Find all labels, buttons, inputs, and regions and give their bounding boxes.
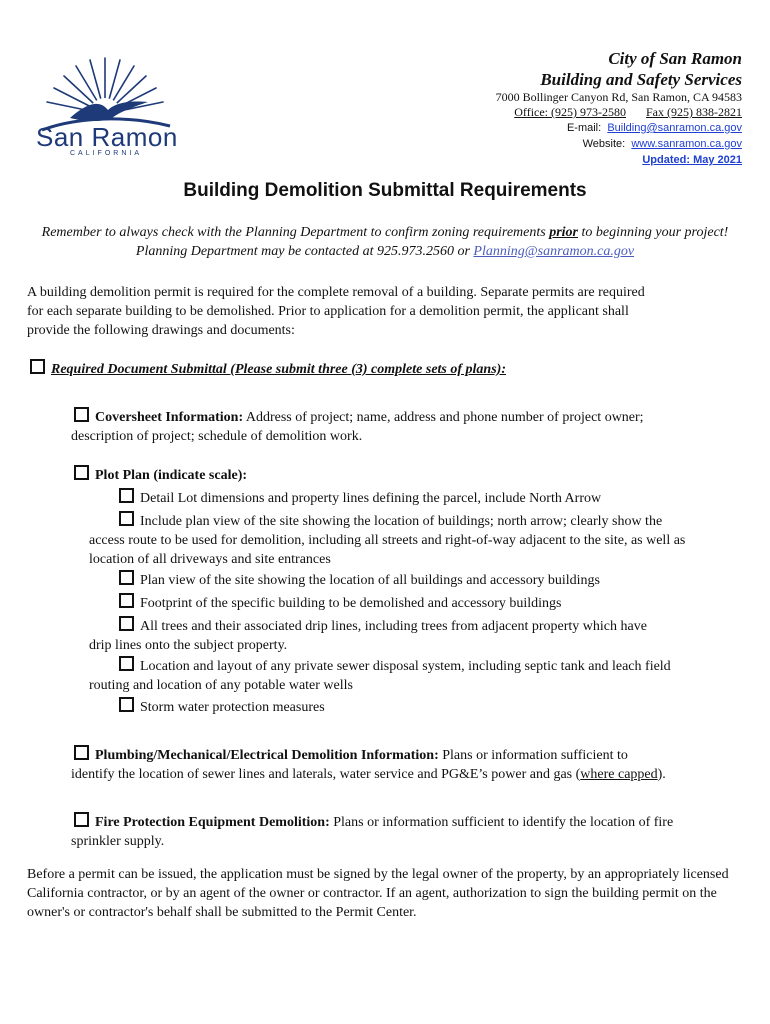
address: 7000 Bollinger Canyon Rd, San Ramon, CA 94583: [495, 90, 742, 104]
plumbing-item: [71, 745, 734, 784]
plumbing-text: Plans or information sufficient to: [438, 748, 628, 763]
plot-item-text: Detail Lot dimensions and property lines defining the parcel, include North Arrow: [140, 491, 602, 506]
coversheet-item: [71, 407, 724, 446]
coversheet-text: Address of project; name, address and phone number of project owner;: [243, 410, 644, 425]
required-heading-text: Required Document Submittal (Please submit three (3) complete sets of plans):: [51, 362, 506, 377]
plot-item-continuation: access route to be used for demolition, including all streets and right-of-way adjacent to the site, as well as location of all driveways and site entrances: [89, 533, 686, 567]
updated-date: Updated: May 2021: [642, 154, 742, 166]
email-label: E-mail:: [566, 122, 602, 134]
plot-item-continuation: drip lines onto the subject property.: [89, 638, 288, 653]
checkbox-icon[interactable]: [30, 359, 45, 374]
email-line: [496, 120, 742, 136]
plot-plan-item: [89, 511, 719, 569]
coversheet-label: Coversheet Information:: [95, 410, 244, 425]
plot-plan-item: [119, 697, 719, 717]
plot-item-text: Storm water protection measures: [140, 700, 325, 715]
plot-item-text: Location and layout of any private sewer disposal system, including septic tank and leach field: [140, 659, 671, 674]
checkbox-icon[interactable]: [119, 616, 134, 631]
reminder-emphasis: prior: [549, 225, 578, 240]
required-submittal-heading: [30, 359, 506, 378]
fire-label: Fire Protection Equipment Demolition:: [95, 815, 330, 830]
office-phone: Office: (925) 973-2580: [514, 105, 626, 119]
website-line: [496, 136, 742, 152]
checkbox-icon[interactable]: [119, 593, 134, 608]
website-label: Website:: [582, 138, 626, 150]
website-link[interactable]: www.sanramon.ca.gov: [631, 138, 742, 150]
checkbox-icon[interactable]: [74, 745, 89, 760]
plot-item-text: All trees and their associated drip lines, including trees from adjacent property which have: [140, 619, 647, 634]
checkbox-icon[interactable]: [74, 812, 89, 827]
email-link[interactable]: Building@sanramon.ca.gov: [607, 122, 742, 134]
phone-line: [496, 105, 742, 120]
plot-plan-heading: [74, 465, 247, 485]
intro-paragraph: A building demolition permit is required for the complete removal of a building. Separate permits are required for each separate building to be demolished. Prior to application for a demolition permit, the applicant shall provide the following drawings and documents:: [27, 285, 645, 338]
page-title: Building Demolition Submittal Requirements: [183, 180, 587, 201]
fax-number: Fax (925) 838-2821: [646, 105, 742, 119]
logo-name: San Ramon: [36, 122, 178, 152]
plumbing-cont-end: ).: [657, 767, 666, 782]
plumbing-label: Plumbing/Mechanical/Electrical Demolition Information:: [95, 748, 439, 763]
plot-plan-item: [89, 656, 719, 695]
plumbing-continuation: [71, 765, 734, 784]
checkbox-icon[interactable]: [119, 511, 134, 526]
checkbox-icon[interactable]: [119, 488, 134, 503]
plot-item-continuation: routing and location of any potable water wells: [89, 678, 353, 693]
plumbing-cont-text: identify the location of sewer lines and laterals, water service and PG&E’s power and gas (: [71, 767, 581, 782]
plumbing-cont-underlined: where capped: [580, 767, 658, 782]
plot-plan-item: [89, 616, 719, 655]
planning-email-link[interactable]: Planning@sanramon.ca.gov: [473, 244, 635, 259]
plot-item-text: Plan view of the site showing the location of all buildings and accessory buildings: [140, 573, 600, 588]
reminder-text-1: Remember to always check with the Planning Department to confirm zoning requirements: [41, 225, 550, 240]
plot-plan-item: [119, 570, 719, 590]
checkbox-icon[interactable]: [119, 697, 134, 712]
plot-item-text: Include plan view of the site showing the location of buildings; north arrow; clearly show the: [140, 514, 663, 529]
plot-item-text: Footprint of the specific building to be demolished and accessory buildings: [140, 596, 562, 611]
closing-paragraph: Before a permit can be issued, the application must be signed by the legal owner of the property, by an appropriately licensed California contractor, or by an agent of the owner or contractor. If an agent, authorization to sign the building permit on the owner's or contractor's behalf shall be submitted to the Permit Center.: [27, 867, 729, 920]
fire-continuation: sprinkler supply.: [71, 834, 165, 849]
fire-protection-item: [71, 812, 734, 851]
checkbox-icon[interactable]: [119, 570, 134, 585]
plot-plan-label: Plot Plan (indicate scale):: [95, 468, 248, 483]
city-name: City of San Ramon: [608, 49, 742, 68]
checkbox-icon[interactable]: [74, 465, 89, 480]
reminder-text-2: to beginning your project! Planning Department may be contacted at 925.973.2560 or: [135, 225, 729, 259]
planning-reminder: [30, 223, 740, 261]
plot-plan-item: [119, 488, 719, 508]
fire-text: Plans or information sufficient to identify the location of fire: [329, 815, 674, 830]
coversheet-continuation: description of project; schedule of demolition work.: [71, 429, 363, 444]
logo-subtitle: CALIFORNIA: [70, 150, 143, 157]
plot-plan-item: [119, 593, 719, 613]
checkbox-icon[interactable]: [119, 656, 134, 671]
contact-header: [496, 48, 742, 168]
checkbox-icon[interactable]: [74, 407, 89, 422]
department-name: Building and Safety Services: [540, 70, 742, 89]
